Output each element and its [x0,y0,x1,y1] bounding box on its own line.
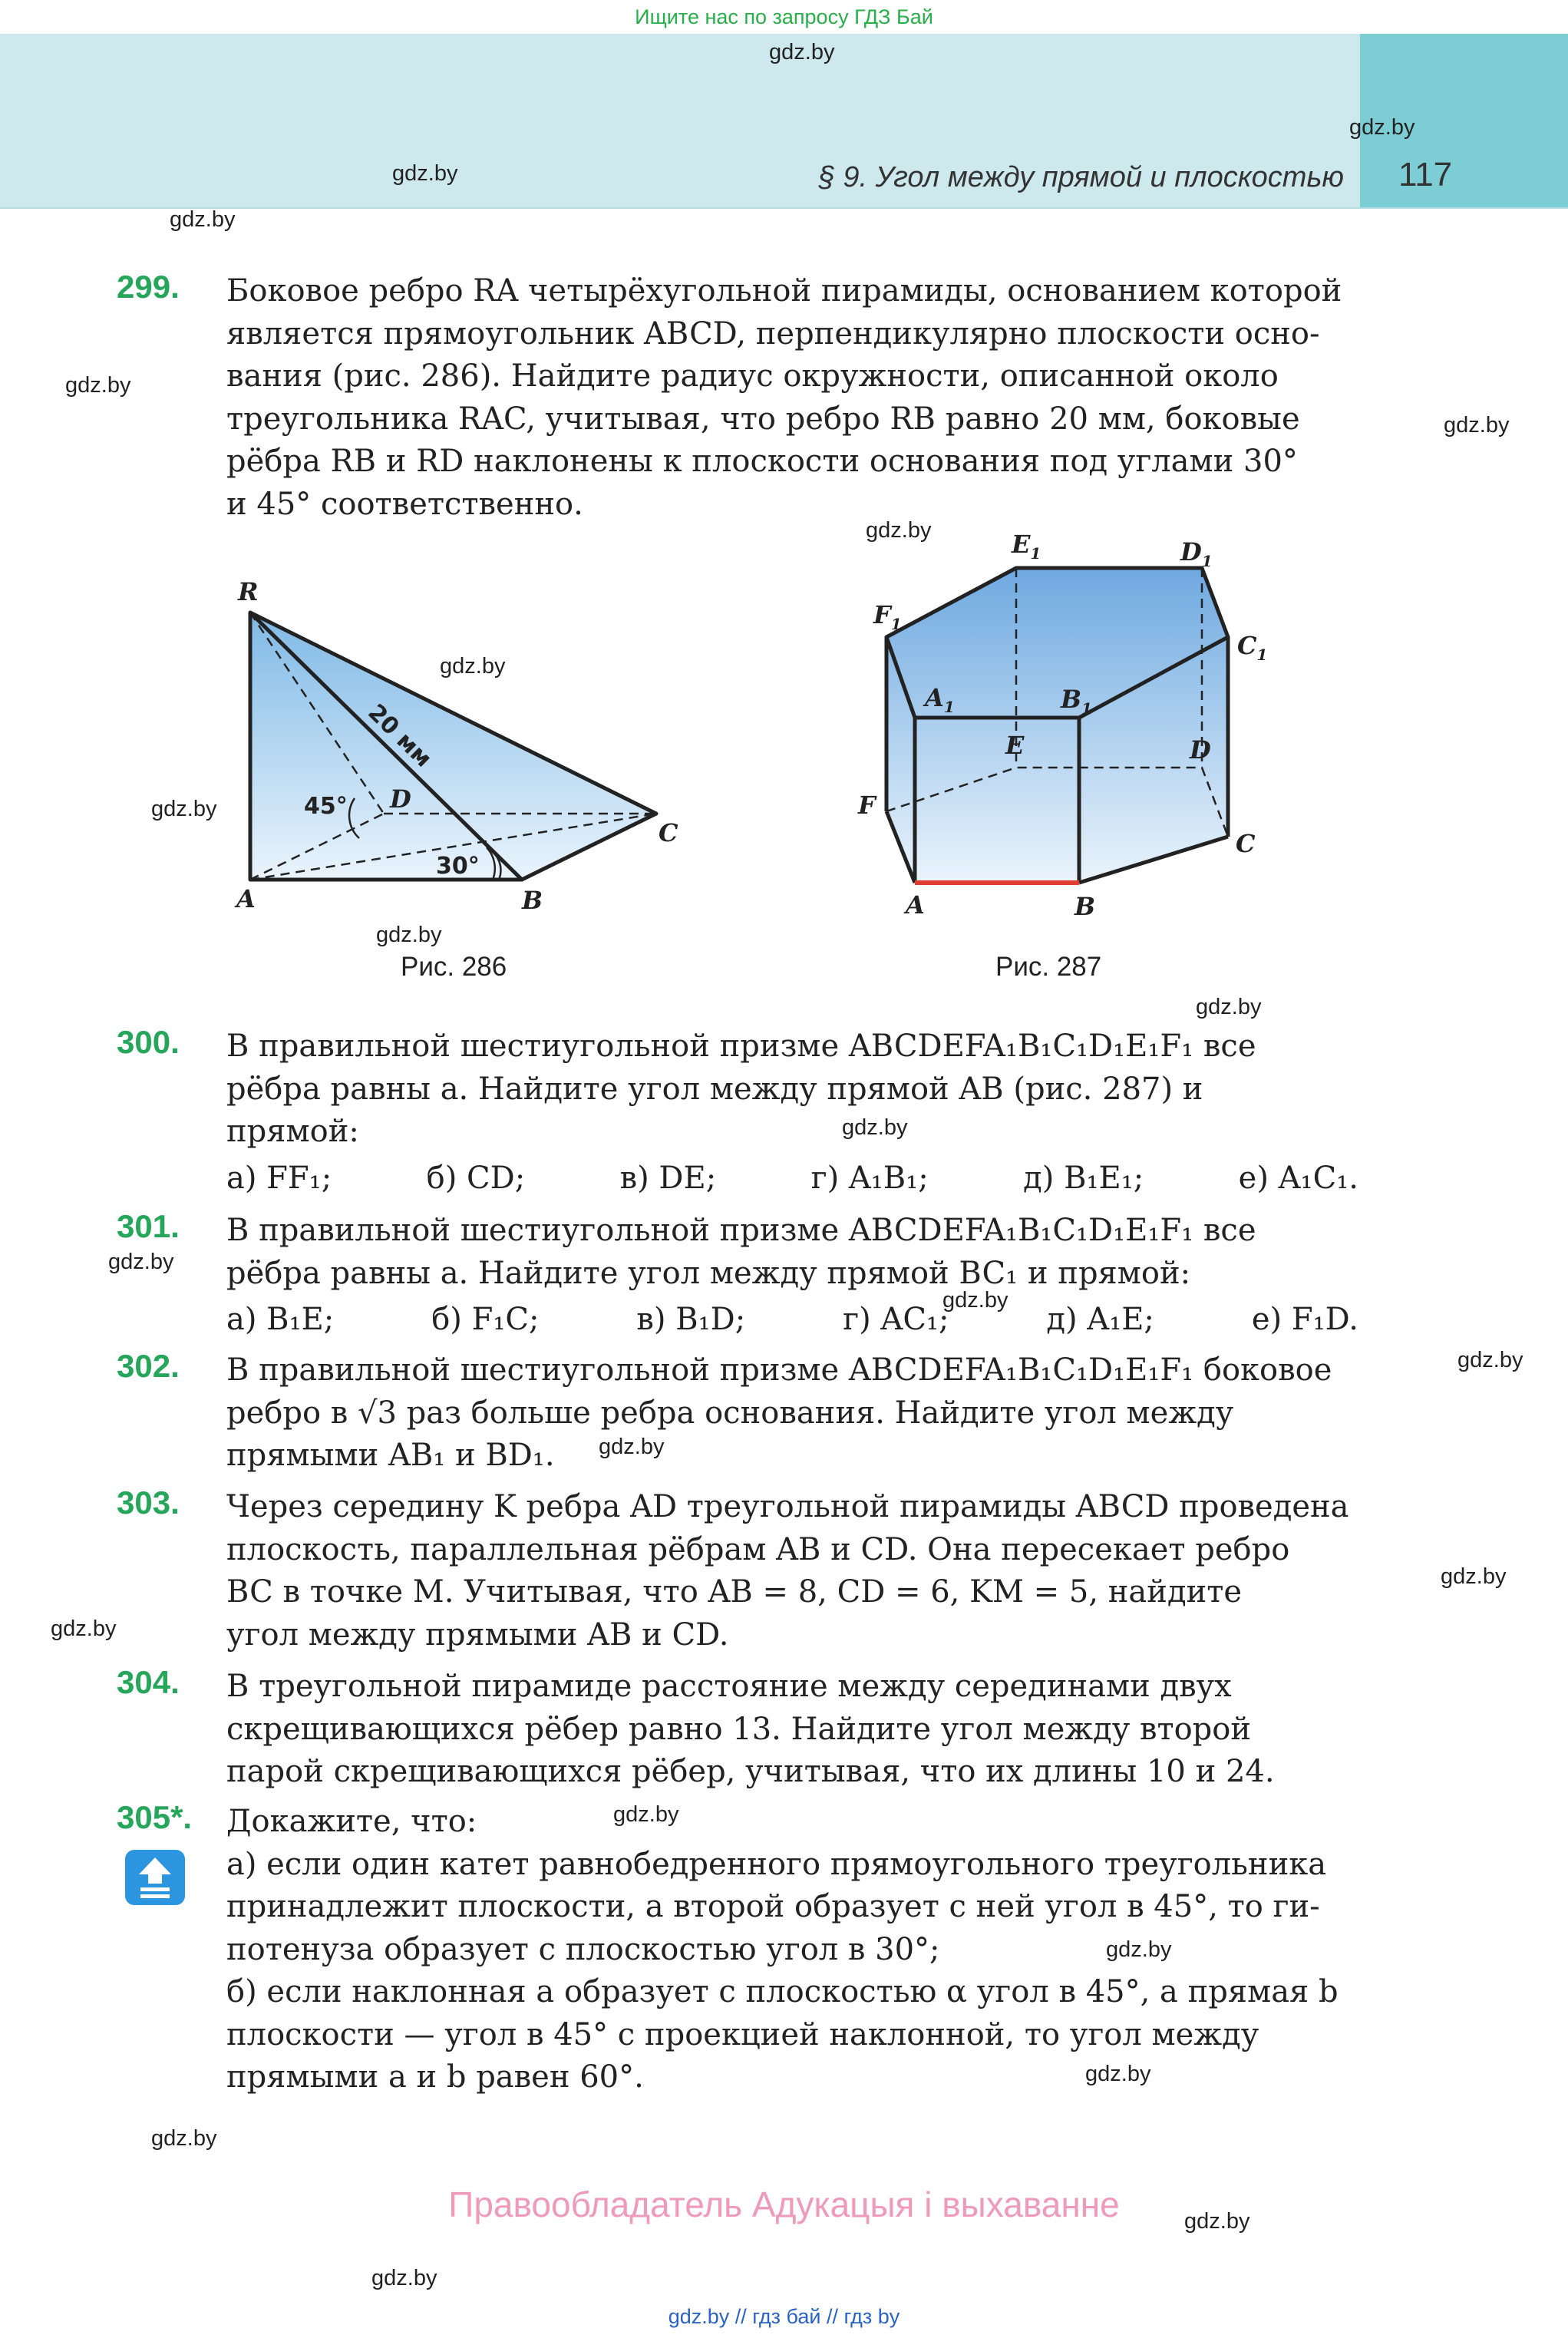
copyright-notice: Правообладатель Адукацыя і выхаванне [448,2184,1120,2224]
option: д) A₁E; [1046,1302,1154,1337]
task-line: Докажите, что: [226,1804,477,1839]
task-number: 301. [117,1208,180,1244]
task-line: принадлежит плоскости, а второй образует с ней угол в 45°, то ги- [226,1889,1320,1924]
task-line: и 45° соответственно. [226,486,583,522]
task-line: скрещивающихся рёбер равно 13. Найдите угол между второй [226,1711,1252,1747]
task-line: В правильной шестиугольной призме ABCDEFA₁B₁C₁D₁E₁F₁ все [226,1029,1256,1064]
option: е) A₁C₁. [1238,1161,1358,1196]
label-B: B [1074,892,1096,921]
task-line: потенуза образует с плоскостью угол в 30°; [226,1931,940,1967]
watermark: gdz.by [51,1616,117,1641]
figure-287 [844,522,1305,936]
label-B: B [522,886,543,915]
label-D: D [390,784,411,814]
task-options [226,1157,1358,1200]
task-line: вания (рис. 286). Найдите радиус окружности, описанной около [226,358,1279,394]
task-line: плоскость, параллельная рёбрам AB и CD. Она пересекает ребро [226,1531,1290,1567]
option: г) A₁B₁; [810,1161,929,1196]
option: б) CD; [426,1161,526,1196]
footer-links[interactable]: gdz.by // гдз бай // гдз by [668,2305,900,2328]
task-line: ребро в √3 раз больше ребра основания. Найдите угол между [226,1395,1234,1431]
label-A: A [236,884,256,913]
option: в) DE; [619,1161,717,1196]
prism-fill [886,568,1228,883]
watermark: gdz.by [942,1288,1008,1313]
figure-caption: Рис. 286 [401,952,507,982]
option: г) AC₁; [843,1302,949,1337]
watermark: gdz.by [1184,2209,1250,2234]
task-line: а) если один катет равнобедренного прямоугольного треугольника [226,1846,1327,1882]
task-text [226,1486,1358,1656]
watermark: gdz.by [108,1250,174,1274]
watermark: gdz.by [151,2126,217,2151]
task-line: рёбра равны a. Найдите угол между прямой BC₁ и прямой: [226,1255,1191,1291]
top-banner: Ищите нас по запросу ГДЗ Бай [0,0,1568,34]
pyramid-fill [250,613,656,880]
task-line: плоскости — угол в 45° с проекцией наклонной, то угол между [226,2016,1259,2052]
watermark: gdz.by [440,654,506,679]
task-line: треугольника RAC, учитывая, что ребро RB равно 20 мм, боковые [226,401,1300,437]
figure-caption: Рис. 287 [995,952,1102,982]
upload-icon[interactable] [125,1850,185,1905]
watermark: gdz.by [866,518,932,543]
task-line: В правильной шестиугольной призме ABCDEFA₁B₁C₁D₁E₁F₁ боковое [226,1352,1332,1388]
watermark: gdz.by [1196,995,1262,1019]
label-C: C [659,818,678,847]
watermark: gdz.by [842,1115,908,1140]
task-text [226,1666,1358,1794]
task-line: Боковое ребро RA четырёхугольной пирамиды, основанием которой [226,273,1342,309]
task-line: BC в точке M. Учитывая, что AB = 8, CD = 6, KM = 5, найдите [226,1574,1243,1610]
watermark: gdz.by [1441,1564,1507,1589]
task-text [226,1801,1358,2099]
label-A: A [906,890,925,920]
label-B1: $B_1$ [1061,685,1092,718]
label-D1: $D_1$ [1180,537,1213,570]
label-E: E [1005,731,1025,760]
task-number: 304. [117,1664,180,1700]
task-line: рёбра RB и RD наклонены к плоскости основания под углами 30° [226,444,1298,479]
task-text [226,1025,1358,1154]
watermark: gdz.by [599,1435,665,1459]
label-A1: $A_1$ [925,683,955,716]
task-line: прямыми a и b равен 60°. [226,2059,644,2095]
watermark: gdz.by [613,1802,679,1827]
watermark: gdz.by [1457,1348,1523,1372]
page-number: 117 [1398,156,1453,193]
upload-icon-glyph [125,1850,185,1905]
task-text [226,1349,1358,1478]
task-line: прямой: [226,1114,359,1149]
label-F: F [858,791,876,820]
label-F1: $F_1$ [873,600,902,633]
label-edge-length: 20 мм [362,698,437,773]
watermark: gdz.by [170,207,236,232]
label-angle-30: 30° [436,853,480,880]
figure-286 [223,568,714,936]
label-R: R [238,577,259,606]
task-line: парой скрещивающихся рёбер, учитывая, что их длины 10 и 24. [226,1754,1275,1789]
watermark: gdz.by [371,2266,437,2290]
watermark: gdz.by [1085,2062,1151,2086]
task-line: рёбра равны a. Найдите угол между прямой AB (рис. 287) и [226,1071,1203,1107]
watermark: gdz.by [1444,413,1510,438]
label-D: D [1190,735,1211,764]
option: д) B₁E₁; [1023,1161,1144,1196]
label-E1: $E_1$ [1012,530,1041,563]
option: а) FF₁; [226,1161,332,1196]
option: е) F₁D. [1251,1302,1358,1337]
option: а) B₁E; [226,1302,335,1337]
task-number: 299. [117,269,180,305]
task-number: 302. [117,1348,180,1384]
watermark: gdz.by [1106,1937,1172,1962]
task-number: 303. [117,1484,180,1521]
watermark: gdz.by [1349,115,1415,140]
label-C: C [1236,829,1256,858]
task-text [226,1210,1358,1295]
task-options [226,1299,1358,1341]
task-number: 305*. [117,1799,193,1835]
task-text [226,270,1358,526]
task-line: б) если наклонная a образует с плоскостью α угол в 45°, а прямая b [226,1974,1339,2009]
option: в) B₁D; [636,1302,746,1337]
watermark: gdz.by [392,161,458,186]
watermark: gdz.by [65,373,131,398]
task-line: прямыми AB₁ и BD₁. [226,1438,555,1473]
watermark: gdz.by [376,923,442,947]
label-angle-45: 45° [304,793,348,820]
task-line: Через середину K ребра AD треугольной пирамиды ABCD проведена [226,1489,1349,1524]
task-line: угол между прямыми AB и CD. [226,1616,729,1653]
task-line: является прямоугольник ABCD, перпендикулярно плоскости осно- [226,315,1320,352]
section-title: § 9. Угол между прямой и плоскостью [818,161,1344,193]
label-C1: $C_1$ [1237,631,1268,664]
task-line: В треугольной пирамиде расстояние между серединами двух [226,1669,1232,1704]
watermark: gdz.by [769,40,835,64]
task-line: В правильной шестиугольной призме ABCDEFA₁B₁C₁D₁E₁F₁ все [226,1213,1256,1248]
task-number: 300. [117,1024,180,1060]
option: б) F₁C; [431,1302,540,1337]
watermark: gdz.by [151,797,217,821]
